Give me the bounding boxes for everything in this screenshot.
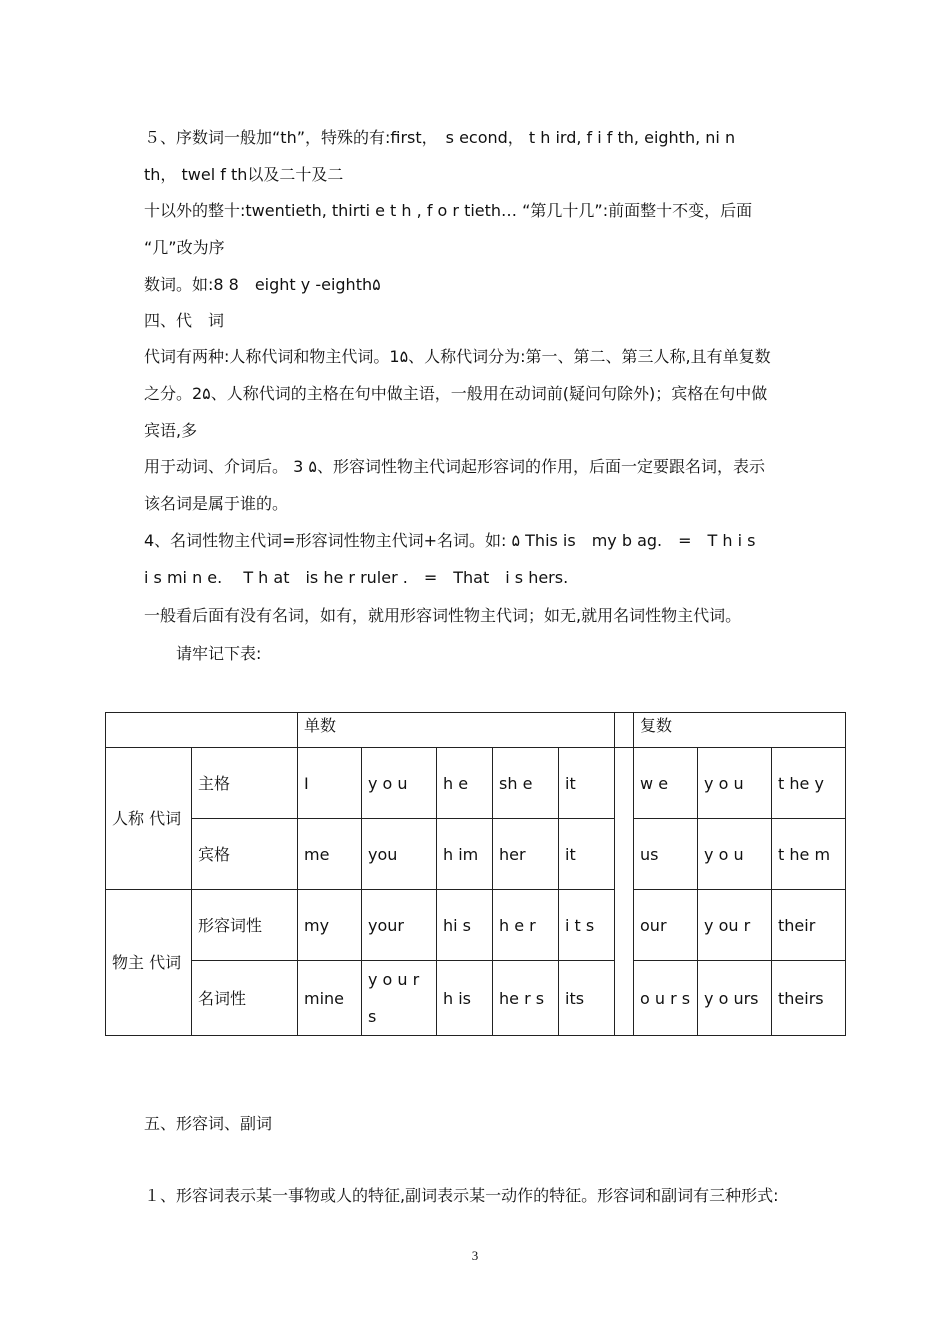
table-cell: it [559, 748, 615, 819]
table-cell: mine [298, 961, 362, 1036]
table-cell: y o u [362, 748, 437, 819]
table-cell: t he m [772, 819, 846, 890]
text-line-12: 4、名词性物主代词=形容词性物主代词+名词。如: ۵ This is my b ag. = T h i s [144, 531, 756, 550]
table-row [106, 748, 846, 819]
section-heading-pronoun: 四、代 词 [144, 311, 225, 330]
table-cell: y ou r [698, 890, 772, 961]
text-line-10: 用于动词、介词后。 3 ۵、形容词性物主代词起形容词的作用，后面一定要跟名词，表示 [144, 457, 765, 476]
text-line-2: th， twel f th以及二十及二 [144, 165, 344, 184]
text-line-5: 数词。如:8 8 eight y -eighth۵ [144, 275, 381, 294]
table-cell: o u r s [634, 961, 698, 1036]
table-row [106, 961, 846, 1036]
text-line-9: 宾语,多 [144, 421, 198, 440]
section-heading-adjective-adverb: 五、形容词、副词 [144, 1114, 273, 1133]
table-cell: y o u r s [362, 961, 437, 1036]
table-cell: it [559, 819, 615, 890]
table-cell: its [559, 961, 615, 1036]
pronoun-table [105, 712, 846, 1036]
table-cell: hi s [437, 890, 493, 961]
header-singular: 单数 [298, 713, 615, 748]
table-cell: y o urs [698, 961, 772, 1036]
text-line-11: 该名词是属于谁的。 [144, 494, 289, 513]
header-plural: 复数 [634, 713, 846, 748]
table-cell: your [362, 890, 437, 961]
table-cell: h e [437, 748, 493, 819]
text-line-13: i s mi n e. T h at is he r ruler . = That i s hers. [144, 568, 569, 587]
table-cell: h im [437, 819, 493, 890]
table-corner-cell [106, 713, 298, 748]
table-cell: y o u [698, 819, 772, 890]
table-row [106, 819, 846, 890]
page-number: 3 [471, 1248, 479, 1263]
table-cell: he r s [493, 961, 559, 1036]
row-label: 形容词性 [192, 890, 298, 961]
text-line-4: “几”改为序 [144, 238, 225, 257]
text-line-15: 请牢记下表: [176, 644, 262, 663]
text-line-3: 十以外的整十:twentieth, thirti e t h , f o r tieth… “第几十几”:前面整十不变，后面 [144, 201, 753, 220]
text-line-7: 代词有两种:人称代词和物主代词。1۵、人称代词分为:第一、第二、第三人称,且有单复数 [144, 347, 771, 366]
table-cell: h is [437, 961, 493, 1036]
text-line-adjective-intro: １、形容词表示某一事物或人的特征,副词表示某一动作的特征。形容词和副词有三种形式: [144, 1186, 779, 1205]
table-cell: their [772, 890, 846, 961]
text-line-14: 一般看后面有没有名词，如有，就用形容词性物主代词；如无,就用名词性物主代词。 [144, 606, 742, 625]
table-cell: y o u [698, 748, 772, 819]
table-cell: you [362, 819, 437, 890]
table-cell: w e [634, 748, 698, 819]
table-cell: I [298, 748, 362, 819]
text-line-8: 之分。2۵、人称代词的主格在句中做主语，一般用在动词前(疑问句除外)；宾格在句中做 [144, 384, 768, 403]
table-cell: us [634, 819, 698, 890]
table-cell: t he y [772, 748, 846, 819]
table-divider-cell [615, 713, 634, 748]
table-cell: h e r [493, 890, 559, 961]
table-cell: our [634, 890, 698, 961]
table-cell: theirs [772, 961, 846, 1036]
table-divider-cell [615, 748, 634, 1036]
row-label: 宾格 [192, 819, 298, 890]
table-cell: my [298, 890, 362, 961]
row-label: 名词性 [192, 961, 298, 1036]
group-possessive-pronoun: 物主 代词 [106, 890, 192, 1036]
table-cell: sh e [493, 748, 559, 819]
table-header-row [106, 713, 846, 748]
table-cell: i t s [559, 890, 615, 961]
text-line-1: ５、序数词一般加“th”，特殊的有:first， s econd， t h ird, f i f th, eighth, ni n [144, 128, 736, 147]
table-cell: her [493, 819, 559, 890]
row-label: 主格 [192, 748, 298, 819]
table-cell: me [298, 819, 362, 890]
group-personal-pronoun: 人称 代词 [106, 748, 192, 890]
table-row [106, 890, 846, 961]
